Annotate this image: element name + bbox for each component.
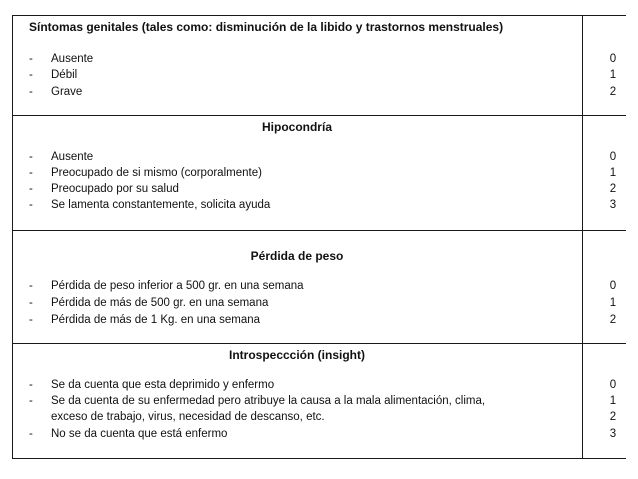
bullet-dash: - (29, 86, 33, 98)
bullet-dash: - (29, 379, 33, 391)
bullet-dash: - (29, 69, 33, 81)
table-rule-top (12, 15, 626, 16)
bullet-dash: - (29, 297, 33, 309)
score-value: 2 (609, 183, 617, 195)
item-text: Pérdida de más de 500 gr. en una semana (51, 297, 269, 309)
score-value: 3 (609, 428, 617, 440)
item-text: Se da cuenta de su enfermedad pero atribuye la causa a la mala alimentación, clima, (51, 395, 486, 407)
item-text: Preocupado por su salud (51, 183, 179, 195)
item-text: No se da cuenta que está enfermo (51, 428, 228, 440)
table-rule-3 (12, 343, 626, 344)
item-text: Débil (51, 69, 78, 81)
bullet-dash: - (29, 395, 33, 407)
score-value: 0 (609, 151, 617, 163)
item-text: Preocupado de si mismo (corporalmente) (51, 167, 262, 179)
score-value: 2 (609, 86, 617, 98)
bullet-dash: - (29, 428, 33, 440)
table-rule-1 (12, 115, 626, 116)
section-title-hipocondria: Hipocondría (261, 120, 332, 134)
score-value: 3 (609, 199, 617, 211)
table-border-left (12, 15, 13, 459)
item-text: Grave (51, 86, 83, 98)
score-value: 0 (609, 53, 617, 65)
score-value: 0 (609, 379, 617, 391)
item-text: Ausente (51, 151, 94, 163)
table-rule-2 (12, 230, 626, 231)
item-text: Pérdida de peso inferior a 500 gr. en una semana (51, 280, 304, 292)
score-value: 2 (609, 411, 617, 423)
score-value: 1 (609, 167, 617, 179)
item-text: Ausente (51, 53, 94, 65)
bullet-dash: - (29, 280, 33, 292)
bullet-dash: - (29, 167, 33, 179)
section-title-genital: Síntomas genitales (tales como: disminución de la libido y trastornos menstruales) (29, 20, 504, 34)
score-column-divider (582, 15, 583, 459)
bullet-dash: - (29, 53, 33, 65)
section-title-introspeccion: Introspeccción (insight) (228, 348, 365, 362)
item-text: Se lamenta constantemente, solicita ayuda (51, 199, 271, 211)
table-rule-bottom (12, 458, 626, 459)
score-value: 1 (609, 69, 617, 81)
bullet-dash: - (29, 151, 33, 163)
bullet-dash: - (29, 183, 33, 195)
section-title-perdida-peso: Pérdida de peso (250, 249, 344, 263)
bullet-dash: - (29, 199, 33, 211)
score-value: 2 (609, 314, 617, 326)
item-text-continuation: exceso de trabajo, virus, necesidad de descanso, etc. (51, 411, 325, 423)
score-value: 1 (609, 297, 617, 309)
score-value: 0 (609, 280, 617, 292)
bullet-dash: - (29, 314, 33, 326)
item-text: Pérdida de más de 1 Kg. en una semana (51, 314, 261, 326)
score-value: 1 (609, 395, 617, 407)
item-text: Se da cuenta que esta deprimido y enfermo (51, 379, 275, 391)
